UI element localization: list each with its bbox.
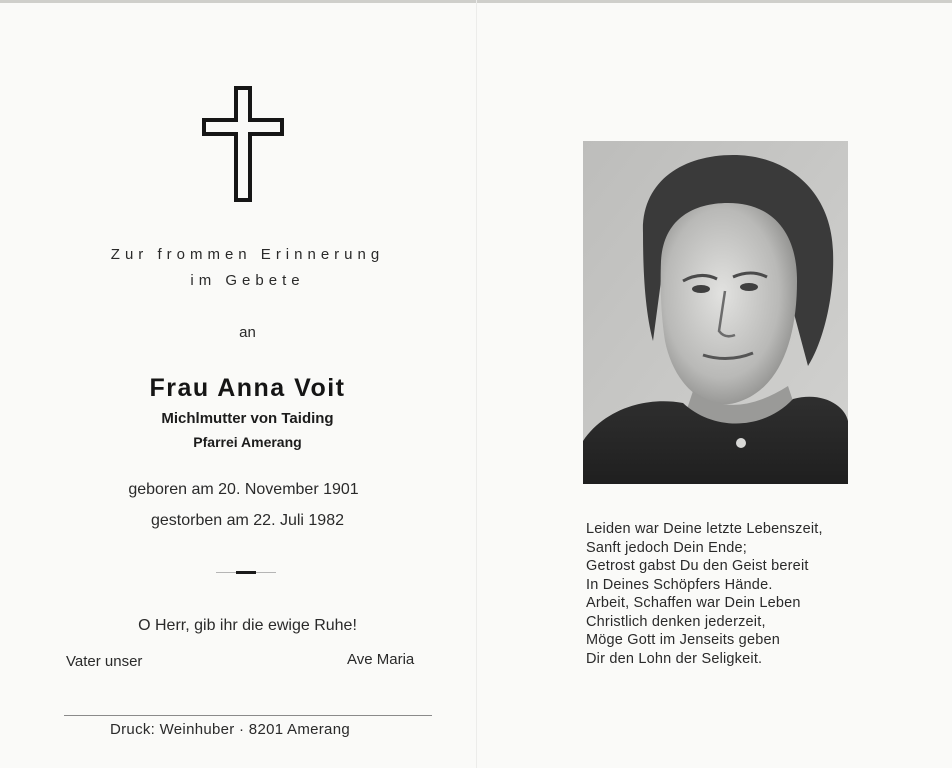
portrait-photo [583,141,848,484]
memorial-poem [586,520,823,668]
subtitle-title: Michlmutter von Taiding [161,410,334,427]
poem-line: Leiden war Deine letzte Lebenszeit, [586,521,823,537]
footer-rule [64,715,432,716]
cross-icon [200,84,286,204]
death-date: gestorben am 22. Juli 1982 [150,512,344,529]
subtitle-parish: Pfarrei Amerang [193,434,302,450]
prayer-line: O Herr, gib ihr die ewige Ruhe! [138,617,357,634]
poem-line: Christlich denken jederzeit, [586,613,766,630]
vater-unser: Vater unser [66,653,143,670]
poem-line: Sanft jedoch Dein Ende; [586,539,747,556]
ornament-divider [216,571,276,574]
printer-credit: Druck: Weinhuber · 8201 Amerang [110,721,350,738]
poem-line: Möge Gott im Jenseits geben [586,632,780,648]
header-line-1: Zur frommen Erinnerung [110,246,385,263]
poem-line: Dir den Lohn der Seligkeit. [586,650,763,667]
poem-line: In Deines Schöpfers Hände. [586,576,773,593]
ave-maria: Ave Maria [347,651,415,668]
deceased-name: Frau Anna Voit [149,374,346,402]
poem-line: Arbeit, Schaffen war Dein Leben [586,595,801,611]
an-text: an [239,324,256,341]
birth-date: geboren am 20. November 1901 [128,481,359,498]
poem-line: Getrost gabst Du den Geist bereit [586,558,809,574]
header-line-2: im Gebete [190,272,305,289]
